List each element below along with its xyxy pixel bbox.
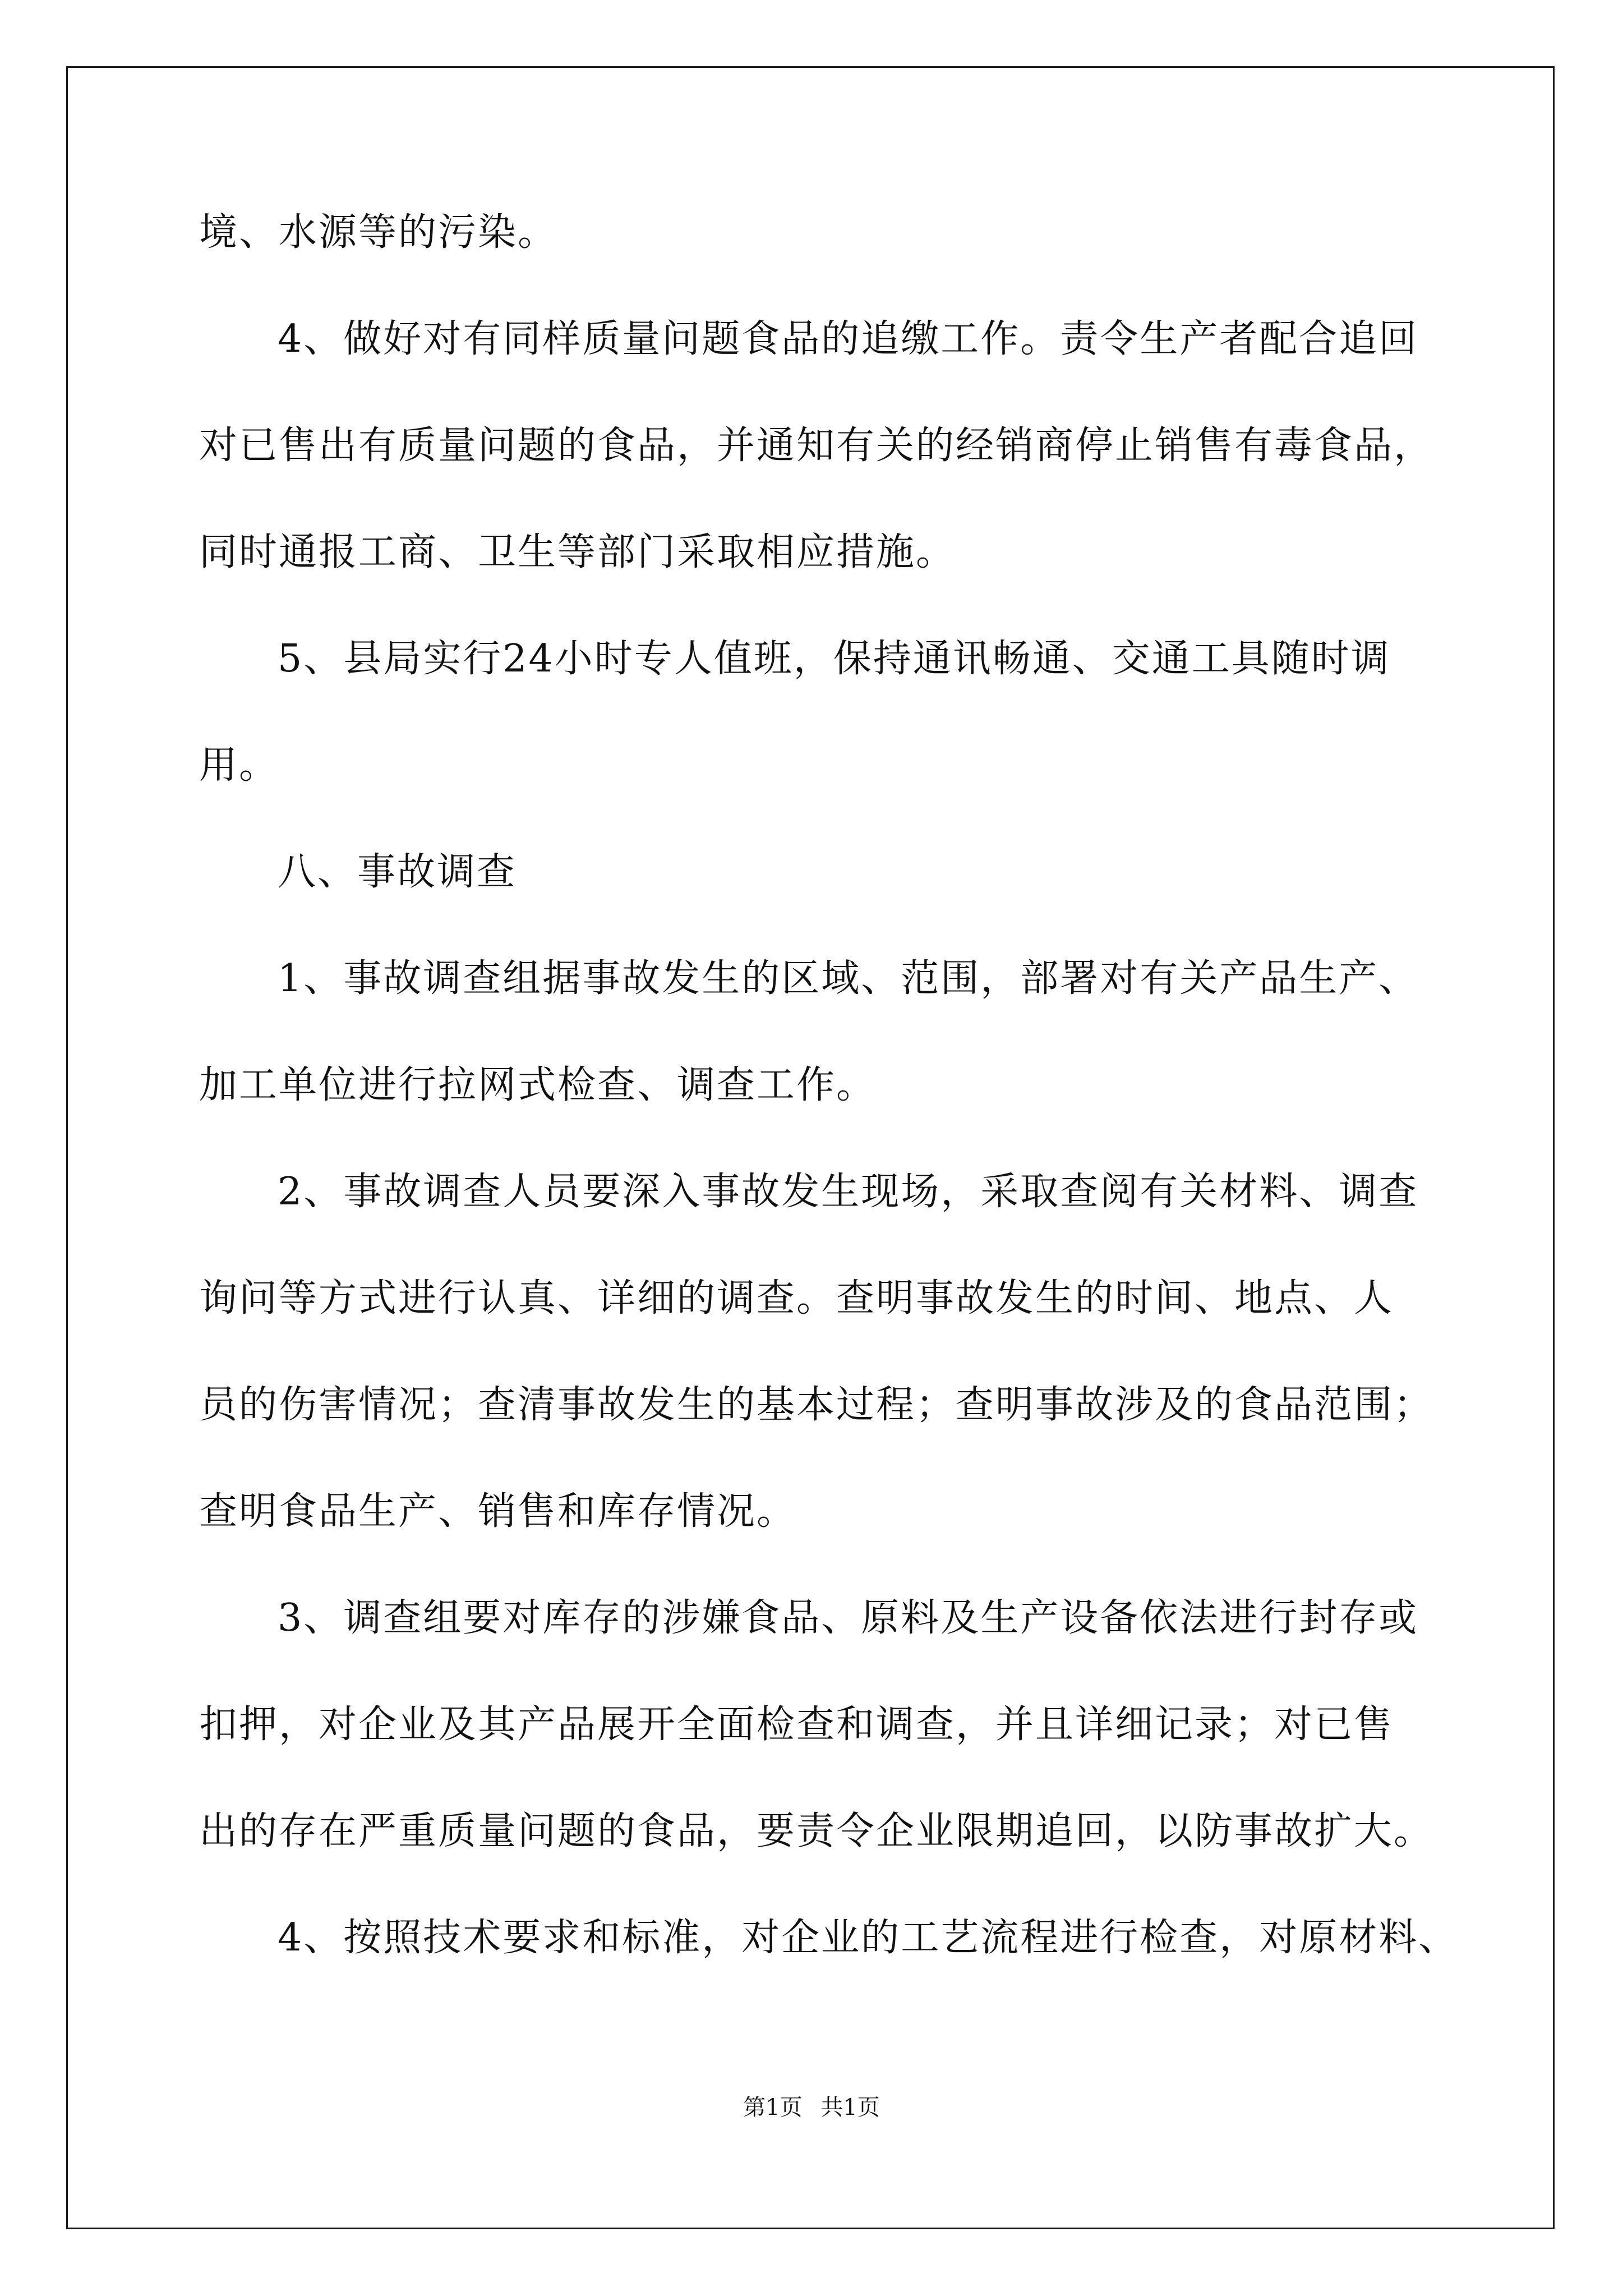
text-line: 5、县局实行24小时专人值班，保持通讯畅通、交通工具随时调: [278, 637, 1391, 681]
page-number: 第1页: [743, 2095, 803, 2120]
page-footer: [0, 2093, 1623, 2122]
page-total: 共1页: [820, 2095, 880, 2120]
text-line: 1、事故调查组据事故发生的区域、范围，部署对有关产品生产、: [278, 956, 1419, 1001]
page-border: [66, 66, 1555, 2229]
text-line: 用。: [199, 743, 279, 788]
text-line: 加工单位进行拉网式检查、调查工作。: [199, 1063, 877, 1107]
text-line: 对已售出有质量问题的食品，并通知有关的经销商停止销售有毒食品，: [199, 424, 1434, 468]
text-line: 扣押，对企业及其产品展开全面检查和调查，并且详细记录；对已售: [199, 1703, 1394, 1747]
text-line: 4、按照技术要求和标准，对企业的工艺流程进行检查，对原材料、: [278, 1916, 1459, 1960]
text-line: 查明食品生产、销售和库存情况。: [199, 1489, 797, 1534]
text-line: 出的存在严重质量问题的食品，要责令企业限期追回，以防事故扩大。: [199, 1809, 1434, 1853]
text-line: 员的伤害情况；查清事故发生的基本过程；查明事故涉及的食品范围；: [199, 1383, 1434, 1427]
text-line: 询问等方式进行认真、详细的调查。查明事故发生的时间、地点、人: [199, 1276, 1394, 1320]
text-line: 3、调查组要对库存的涉嫌食品、原料及生产设备依法进行封存或: [278, 1596, 1419, 1640]
text-line: 境、水源等的污染。: [199, 210, 558, 255]
section-heading: 八、事故调查: [278, 850, 517, 894]
text-line: 同时通报工商、卫生等部门采取相应措施。: [199, 530, 956, 574]
text-line: 4、做好对有同样质量问题食品的追缴工作。责令生产者配合追回: [278, 317, 1419, 361]
text-line: 2、事故调查人员要深入事故发生现场，采取查阅有关材料、调查: [278, 1170, 1419, 1214]
